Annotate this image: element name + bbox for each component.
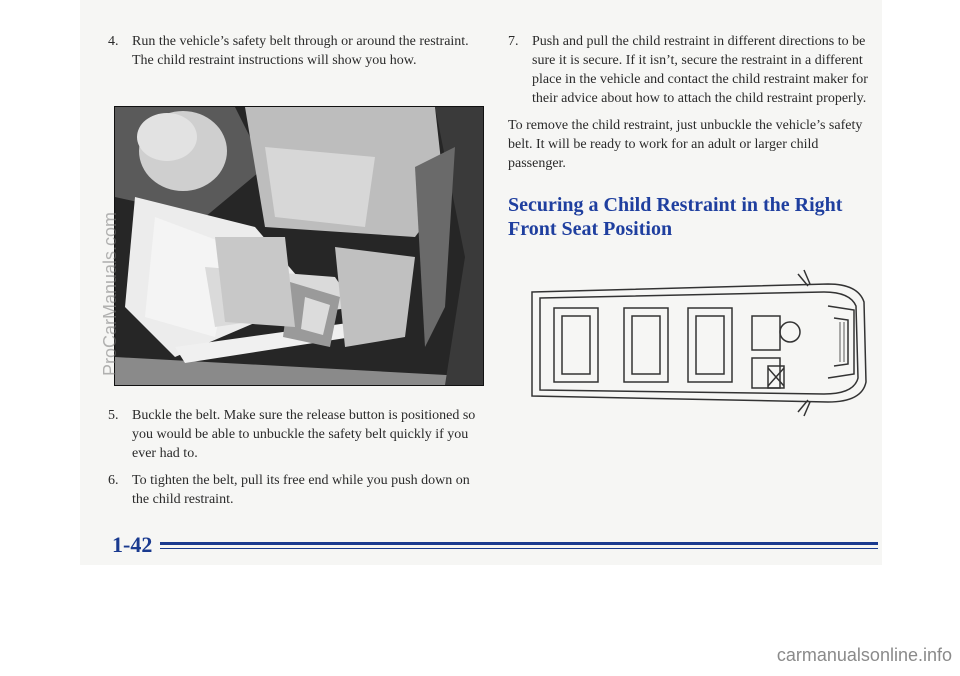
step-text: Push and pull the child restraint in different directions to be sure it is secure. If it isn’t, secure the restraint in a different place in the vehicle and contact the child restraint maker for their advice about how to attach the child restraint properly.: [532, 34, 868, 106]
page-footer: [112, 532, 878, 556]
step-number: 6.: [108, 473, 119, 488]
left-column-top: [108, 32, 480, 78]
step-6: [108, 471, 480, 509]
bottom-watermark: carmanualsonline.info: [776, 645, 952, 665]
right-column: [508, 32, 876, 241]
van-seating-diagram: [528, 262, 872, 422]
step-number: 7.: [508, 34, 519, 49]
step-number: 5.: [108, 408, 119, 423]
van-top-view-illustration: [528, 262, 872, 422]
side-watermark: ProCarManuals.com: [100, 211, 120, 376]
step-number: 4.: [108, 34, 119, 49]
section-heading: Securing a Child Restraint in the Right Front Seat Position: [508, 194, 843, 240]
left-column-bottom: [108, 406, 480, 517]
footer-rule-thick: [160, 542, 878, 545]
remove-restraint-paragraph: To remove the child restraint, just unbuckle the vehicle’s safety belt. It will be ready to work for an adult or larger child passenger.: [508, 118, 863, 171]
step-text: Buckle the belt. Make sure the release button is positioned so you would be able to unbuckle the safety belt quickly if you ever had to.: [132, 408, 476, 461]
footer-rule-thin: [160, 548, 878, 549]
photo-illustration: [115, 107, 483, 385]
page-number: 1-42: [112, 532, 153, 557]
step-5: [108, 406, 480, 463]
child-restraint-photo: [114, 106, 484, 386]
step-7: [508, 32, 876, 108]
step-text: Run the vehicle’s safety belt through or around the restraint. The child restraint instructions will show you how.: [132, 34, 469, 68]
step-4: [108, 32, 480, 70]
step-text: To tighten the belt, pull its free end while you push down on the child restraint.: [132, 473, 470, 507]
